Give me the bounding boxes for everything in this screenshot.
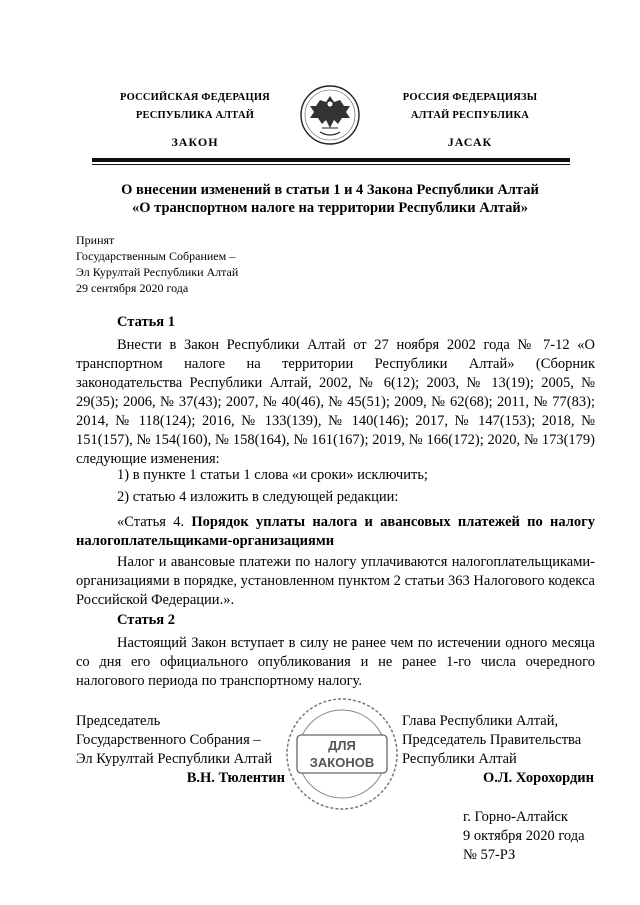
header-left-country: РОССИЙСКАЯ ФЕДЕРАЦИЯ [120, 92, 270, 103]
adoption-line2: Государственным Собранием – [76, 249, 236, 263]
stamp-seal [283, 695, 401, 813]
footer-date: 9 октября 2020 года [463, 828, 585, 844]
article2-heading: Статья 2 [117, 612, 175, 628]
sig-left-line1: Председатель [76, 713, 161, 729]
sig-right-line3: Республики Алтай [402, 751, 517, 767]
footer-city: г. Горно-Алтайск [463, 809, 568, 825]
article4-text: Налог и авансовые платежи по налогу уплачиваются налогоплательщиками-организациями в порядке, установленном пунктом 2 статьи 363 Налогового кодекса Российской Федерации.». [76, 554, 595, 608]
footer-number: № 57-РЗ [463, 847, 516, 863]
article1-heading: Статья 1 [117, 314, 175, 330]
header-right-republic: АЛТАЙ РЕСПУБЛИКА [410, 110, 530, 121]
adoption-line3: Эл Курултай Республики Алтай [76, 265, 239, 279]
article1-text: Внести в Закон Республики Алтай от 27 ноября 2002 года № 7-12 «О транспортном налоге на территории Республики Алтай» (Сборник законодательства Республики Алтай, 2002, № 6(12); 2003, № 13(19); 2005, № 29(35); 2006, № 37(43); 2007, № 40(46), № 45(51); 2009, № 62(68); 2011, № 77(83); 2014, № 118(124); 2016, № 133(139), № 140(146); 2017, № 147(153); 2018, № 151(157), № 154(160), № 158(164), № 161(167); 2019, № 166(172); 2020, № 173(179) следующие изменения: [76, 337, 595, 467]
law-title-line1: О внесении изменений в статьи 1 и 4 Закона Республики Алтай [121, 182, 539, 198]
coat-of-arms-emblem [298, 82, 362, 148]
sig-left-name: В.Н. Тюлентин [186, 770, 285, 786]
header-left-law: ЗАКОН [171, 135, 219, 149]
adoption-line1: Принят [76, 233, 115, 247]
stamp-text-line2: ЗАКОНОВ [309, 755, 375, 770]
header-rule-thin [92, 164, 570, 165]
sig-right-line1: Глава Республики Алтай, [402, 713, 559, 729]
header-left-republic: РЕСПУБЛИКА АЛТАЙ [135, 110, 255, 121]
header-right-law: JАСАК [447, 135, 493, 149]
stamp-text-line1: ДЛЯ [328, 738, 356, 753]
article2-text: Настоящий Закон вступает в силу не ранее чем по истечении одного месяца со дня его официального опубликования и не ранее 1-го числа очередного налогового периода по транспортному налогу. [76, 635, 595, 689]
header-right-country: РОССИЯ ФЕДЕРАЦИЯЗЫ [402, 92, 538, 103]
sig-left-line3: Эл Курултай Республики Алтай [76, 751, 273, 767]
article4-title: Порядок уплаты налога и авансовых платежей по налогу налогоплательщиками-организациями [76, 514, 595, 549]
article4-prefix: «Статья 4. [117, 514, 185, 530]
article1-item1: 1) в пункте 1 статьи 1 слова «и сроки» исключить; [117, 467, 428, 483]
header-rule-thick [92, 158, 570, 162]
law-title-line2: «О транспортном налоге на территории Республики Алтай» [131, 200, 528, 216]
sig-left-line2: Государственного Собрания – [76, 732, 261, 748]
adoption-date: 29 сентября 2020 года [76, 281, 189, 295]
sig-right-line2: Председатель Правительства [402, 732, 582, 748]
article4-quote-heading [76, 513, 595, 551]
article1-item2: 2) статью 4 изложить в следующей редакции: [117, 489, 399, 505]
sig-right-name: О.Л. Хорохордин [482, 770, 594, 786]
